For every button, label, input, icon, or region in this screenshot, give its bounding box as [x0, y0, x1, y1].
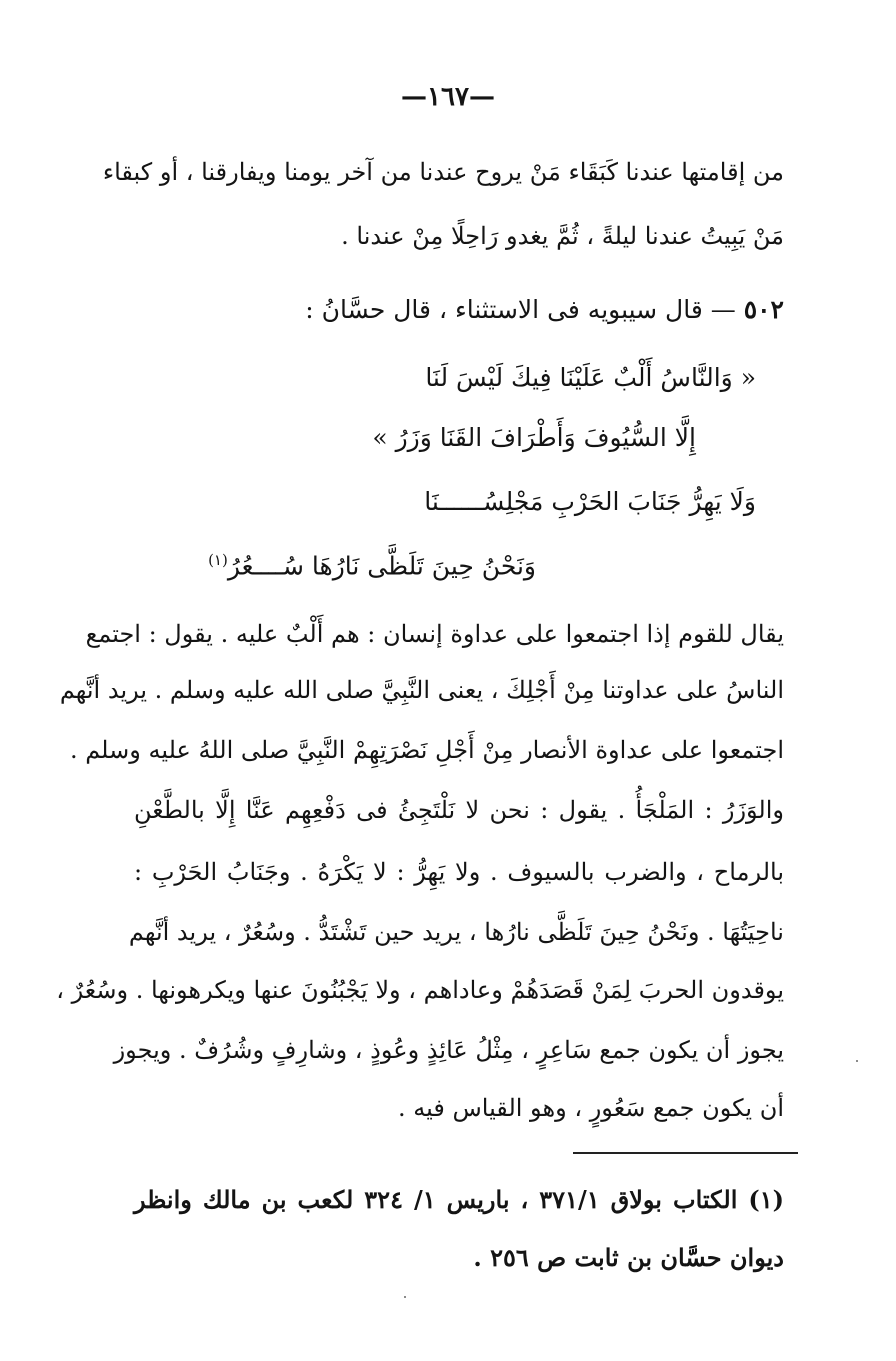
commentary-line-5: بالرماح ، والضرب بالسيوف . ولا يَهِرُّ : لا يَكْرَهُ . وجَنَابُ الحَرْبِ :	[134, 858, 784, 886]
verse-line-3: وَلَا يَهِرُّ جَنَابَ الحَرْبِ مَجْلِسُــــــنَا	[424, 487, 756, 516]
footnote-line-1: (١) الكتاب بولاق ٣٧١/١ ، باريس ١/ ٣٢٤ لكعب بن مالك وانظر	[134, 1185, 784, 1214]
verse-line-4	[208, 540, 536, 586]
commentary-line-7: يوقدون الحربَ لِمَنْ قَصَدَهُمْ وعاداهم ، ولا يَجْبُنُونَ عنها ويكرهونها . وسُعُرٌ ،	[56, 976, 784, 1004]
commentary-line-3: اجتمعوا على عداوة الأنصار مِنْ أَجْلِ نَصْرَتِهِمْ النَّبِيَّ صلى اللهُ عليه وسلم .	[69, 736, 784, 764]
verse-line-4-text: وَنَحْنُ حِينَ تَلَظَّى نَارُهَا سُــــعُرُ	[227, 551, 536, 581]
verse-line-2: إِلَّا السُّيُوفَ وَأَطْرَافَ القَنَا وَزَرُ »	[372, 423, 696, 452]
commentary-line-2: الناسُ على عداوتنا مِنْ أَجْلِكَ ، يعنى النَّبِيَّ صلى الله عليه وسلم . يريد أنَّهم	[59, 676, 784, 704]
section-number: ٥٠٢	[743, 295, 784, 324]
footnote-marker: (١)	[208, 551, 228, 569]
scan-speck	[856, 1060, 858, 1062]
section-heading-text: قال سيبويه فى الاستثناء ، قال حسَّانُ :	[305, 295, 703, 324]
intro-line-1: من إقامتها عندنا كَبَقَاء مَنْ يروح عندنا من آخر يومنا ويفارقنا ، أو كبقاء	[102, 158, 784, 186]
verse-line-1: « وَالنَّاسُ أَلْبٌ عَلَيْنَا فِيكَ لَيْسَ لَنَا	[425, 363, 756, 392]
commentary-line-4: والوَزَرُ : المَلْجَأُ . يقول : نحن لا نَلْتَجِئُ فى دَفْعِهِم عَنَّا إِلَّا بالطَّعْنِ	[134, 796, 784, 824]
intro-line-2: مَنْ يَبِيتُ عندنا ليلةً ، ثُمَّ يغدو رَاحِلًا مِنْ عندنا .	[341, 222, 784, 250]
footnote-line-2: ديوان حسَّان بن ثابت ص ٢٥٦ .	[473, 1243, 784, 1272]
scan-speck	[404, 1296, 406, 1298]
section-heading	[305, 290, 784, 330]
footnote-separator	[573, 1152, 798, 1154]
commentary-line-9: أن يكون جمع سَعُورٍ ، وهو القياس فيه .	[397, 1094, 784, 1122]
page-number: —١٦٧—	[401, 82, 495, 112]
commentary-line-6: ناحِيَتُهَا . ونَحْنُ حِينَ تَلَظَّى نارُها ، يريد حين تَشْتَدُّ . وسُعُرٌ ، يريد أنَّهم	[128, 918, 784, 946]
section-dash: —	[710, 295, 736, 324]
commentary-line-8: يجوز أن يكون جمع سَاعِرٍ ، مِثْلُ عَائِذٍ وعُوذٍ ، وشارِفٍ وشُرُفٌ . ويجوز	[113, 1036, 784, 1064]
commentary-line-1: يقال للقوم إذا اجتمعوا على عداوة إنسان : هم أَلْبٌ عليه . يقول : اجتمع	[85, 620, 784, 648]
